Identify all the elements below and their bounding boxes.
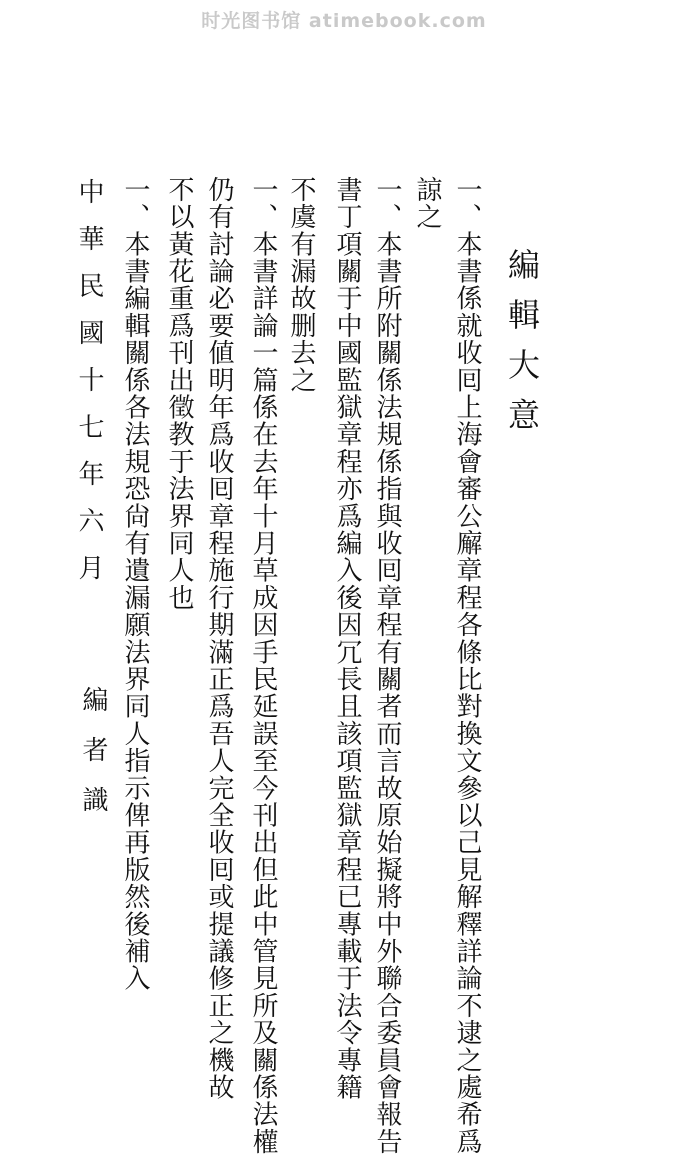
text-column-6: 一、本書詳論一篇係在去年十月草成因手民延誤至今刊出但此中管見所及關係法權 (248, 176, 278, 1155)
text-column-2: 諒之 (412, 176, 442, 231)
text-column-3: 一、本書所附關係法規係指與收囘章程有關者而言故原始擬將中外聯合委員會報告 (372, 176, 402, 1155)
text-column-7: 仍有討論必要値明年爲收囘章程施行期滿正爲吾人完全收囘或提議修正之機故 (204, 176, 234, 1101)
editor-signature: 編者識 (78, 686, 108, 836)
text-column-4: 書丁項關于中國監獄章程亦爲編入後因冗長且該項監獄章程已專載于法令專籍 (332, 176, 362, 1101)
page-title: 編輯大意 (503, 248, 541, 448)
publication-date: 中華民國十七年六月 (74, 178, 104, 601)
text-column-8: 不以黃花重爲刊出徵教于法界同人也 (164, 176, 194, 612)
watermark: 时光图书馆 atimebook.com (201, 10, 487, 32)
text-column-9: 一、本書編輯關係各法規恐尙有遺漏願法界同人指示俾再版然後補入 (120, 176, 150, 992)
text-column-1: 一、本書係就收囘上海會審公廨章程各條比對換文參以己見解釋詳論不逮之處希爲 (452, 176, 482, 1155)
text-column-5: 不虞有漏故删去之 (286, 176, 316, 394)
